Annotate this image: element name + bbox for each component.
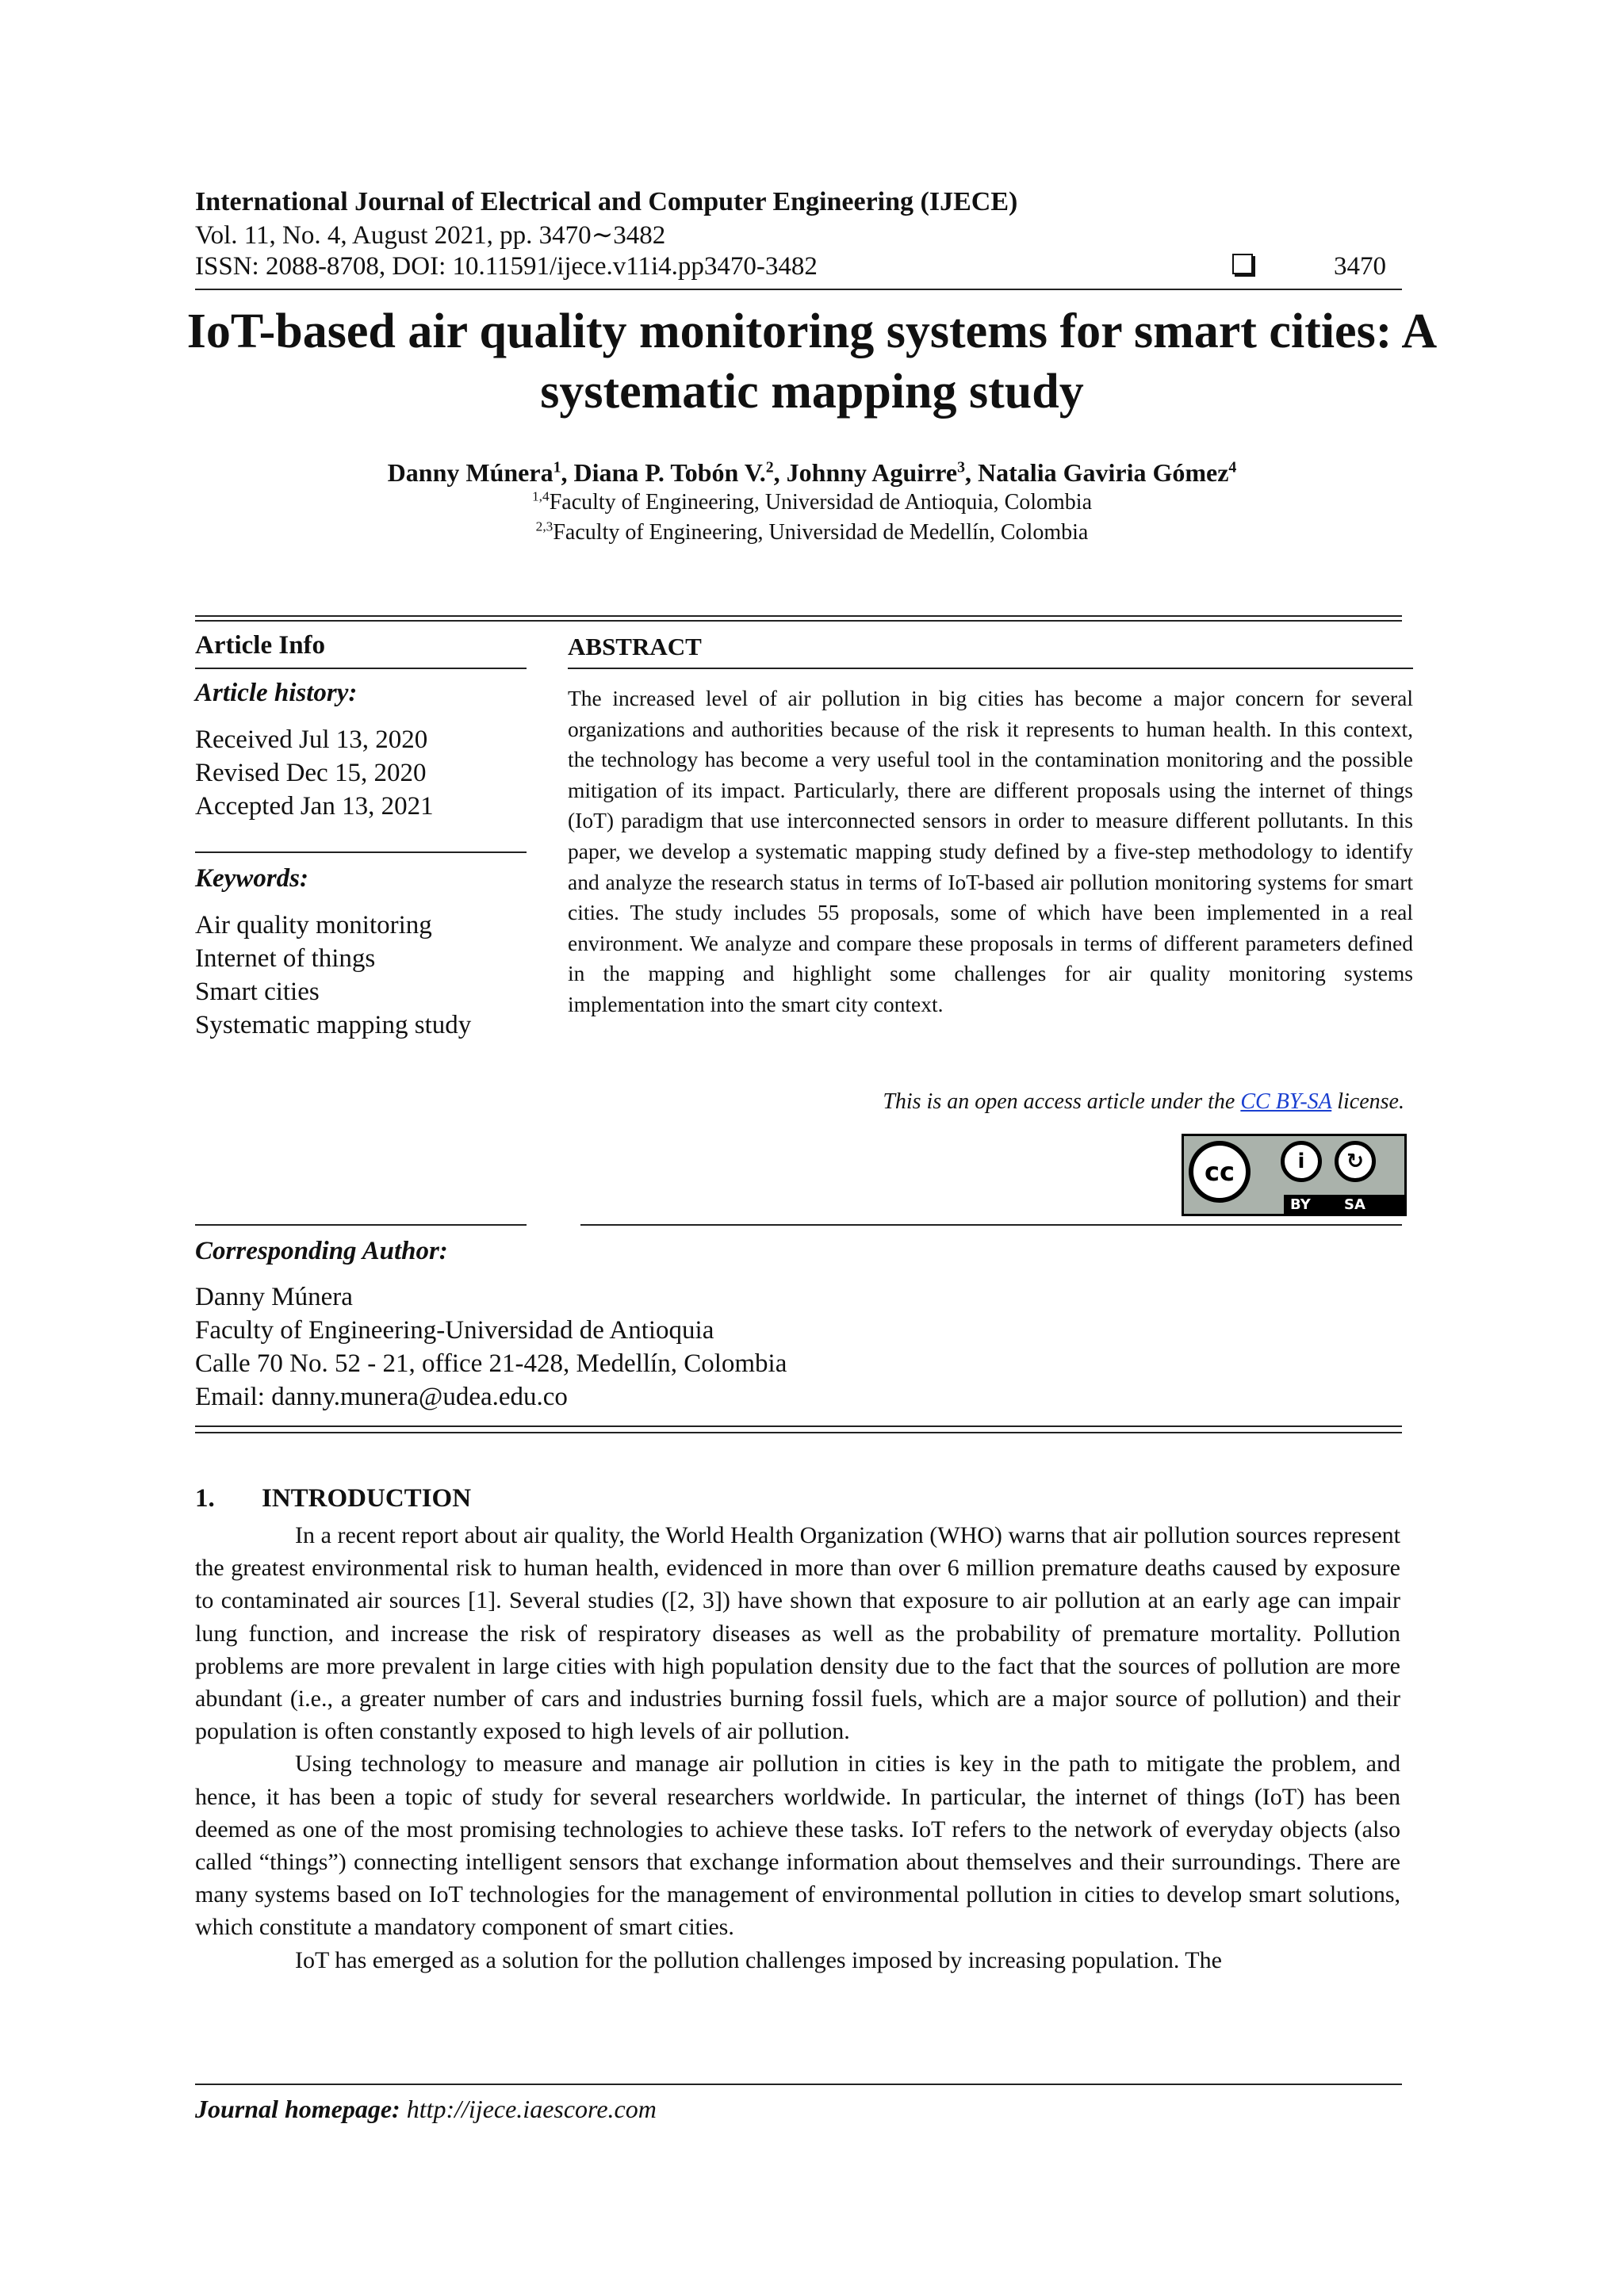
- header-rule: [195, 289, 1402, 290]
- keyword-item: Smart cities: [195, 978, 320, 1006]
- footer-label: Journal homepage:: [195, 2095, 400, 2123]
- affiliation-text: Faculty of Engineering, Universidad de Medellín, Colombia: [553, 520, 1089, 545]
- journal-issn-doi: ISSN: 2088-8708, DOI: 10.11591/ijece.v11i4.pp3470-3482: [195, 252, 818, 281]
- cc-by-sa-badge[interactable]: [1182, 1134, 1407, 1216]
- author-name: Danny Múnera: [387, 458, 553, 487]
- attribution-icon: i: [1281, 1141, 1322, 1182]
- paper-title-line-2: systematic mapping study: [540, 365, 1084, 419]
- intro-paragraph: IoT has emerged as a solution for the pollution challenges imposed by increasing population. The: [295, 1946, 1222, 1973]
- license-line: [568, 1089, 1404, 1115]
- article-info-rule: [195, 668, 527, 669]
- author-sup: 1: [553, 458, 561, 476]
- footer: [195, 2095, 657, 2124]
- keyword-item: Air quality monitoring: [195, 911, 432, 939]
- keyword-item: Systematic mapping study: [195, 1011, 472, 1039]
- corr-rule-right: [580, 1224, 1402, 1226]
- article-info-heading: Article Info: [195, 631, 326, 660]
- corr-faculty: Faculty of Engineering-Universidad de Antioquia: [195, 1316, 714, 1345]
- intro-heading: [195, 1484, 471, 1513]
- affiliation-sup: 2,3: [535, 519, 553, 534]
- footer-url[interactable]: http://ijece.iaescore.com: [406, 2095, 657, 2123]
- affiliation-2: [159, 520, 1465, 545]
- license-prefix: This is an open access article under the: [883, 1089, 1235, 1114]
- footer-rule: [195, 2084, 1402, 2085]
- abstract-rule: [568, 668, 1413, 669]
- share-alike-icon: ↻: [1335, 1141, 1376, 1182]
- affiliation-text: Faculty of Engineering, Universidad de Antioquia, Colombia: [549, 490, 1093, 515]
- section-title: INTRODUCTION: [262, 1484, 472, 1513]
- author-name: Natalia Gaviria Gómez: [978, 458, 1229, 487]
- square-icon: [1232, 254, 1253, 274]
- badge-sa-label: SA: [1344, 1196, 1365, 1213]
- abstract-text: The increased level of air pollution in big cities has become a major concern for several organizations and authorities because of the risk it represents to human health. In this context, the technology has become a very useful tool in the contamination monitoring and the possible mitigation of its impact. Particularly, there are different proposals using the internet of things (IoT) paradigm that use interconnected sensors in order to measure different pollutants. In this paper, we develop a systematic mapping study defined by a five-step methodology to identify and analyze the research status in terms of IoT-based air pollution monitoring systems for smart cities. The study includes 55 proposals, some of which have been implemented in a real environment. We analyze and compare these proposals in terms of different parameters defined in the mapping and highlight some challenges for air quality monitoring systems implementation into the smart city context.: [568, 686, 1413, 1016]
- author-sup: 2: [765, 458, 774, 476]
- intro-paragraph: Using technology to measure and manage air pollution in cities is key in the path to mitigate the problem, and hence, it has been a topic of study for several researchers worldwide. In particular, the internet of things (IoT) has been deemed as one of the most promising technologies to achieve these tasks. IoT refers to the network of everyday objects (also called “things”) connecting intelligent sensors that exchange information about themselves and their surroundings. There are many systems based on IoT technologies for the management of environmental pollution in cities to develop smart solutions, which constitute a mandatory component of smart cities.: [195, 1751, 1400, 1941]
- keywords-list: [195, 909, 471, 1042]
- keyword-item: Internet of things: [195, 944, 376, 973]
- author-name: Johnny Aguirre: [786, 458, 958, 487]
- history-received: Received Jul 13, 2020: [195, 725, 428, 754]
- author-sup: 3: [957, 458, 966, 476]
- article-history-list: [195, 723, 434, 823]
- journal-volume: Vol. 11, No. 4, August 2021, pp. 3470∼3482: [195, 221, 666, 250]
- intro-paragraph: In a recent report about air quality, the World Health Organization (WHO) warns that air pollution sources represent the greatest environmental risk to human health, evidenced in more than over 6 million premature deaths caused by exposure to contaminated air sources [1]. Several studies ([2, 3]) have shown that exposure to air pollution at an early age can impair lung function, and increase the risk of respiratory diseases as well as the probability of premature mortality. Pollution problems are more prevalent in large cities with high population density due to the fact that the sources of pollution are more abundant (i.e., a greater number of cars and industries burning fossil fuels, which are a major source of pollution) and their population is often constantly exposed to high levels of air pollution.: [195, 1522, 1400, 1745]
- affiliation-sup: 1,4: [531, 488, 550, 504]
- corresponding-label: Corresponding Author:: [195, 1237, 448, 1265]
- corr-address: Calle 70 No. 52 - 21, office 21-428, Medellín, Colombia: [195, 1349, 787, 1378]
- page-number: 3470: [1334, 252, 1386, 281]
- journal-name: International Journal of Electrical and Computer Engineering (IJECE): [195, 187, 1018, 216]
- badge-by-label: BY: [1290, 1196, 1311, 1213]
- corr-name: Danny Múnera: [195, 1283, 353, 1311]
- cc-icon: cc: [1189, 1141, 1251, 1203]
- section-number: 1.: [195, 1484, 215, 1513]
- author-name: Diana P. Tobón V.: [573, 458, 766, 487]
- keywords-label: Keywords:: [195, 864, 308, 893]
- author-list: Danny Múnera$^1$, Diana P. Tobón V.$^2$, Johnny Aguirre$^3$, Natalia Gaviria Gómez$^4$: [387, 458, 1237, 487]
- corr-rule-left: [195, 1224, 527, 1226]
- keywords-rule: [195, 851, 527, 853]
- info-bottom-rule: [195, 1425, 1402, 1427]
- article-history-label: Article history:: [195, 679, 358, 707]
- history-revised: Revised Dec 15, 2020: [195, 759, 427, 787]
- license-link[interactable]: CC BY-SA: [1240, 1089, 1332, 1114]
- info-bottom-rule: [195, 1432, 1402, 1433]
- license-suffix: license.: [1337, 1089, 1404, 1114]
- author-sup: 4: [1228, 458, 1237, 476]
- affiliation-1: [159, 490, 1465, 515]
- paper-title-line-1: IoT-based air quality monitoring systems for smart cities: A: [186, 304, 1438, 358]
- intro-body: [195, 1519, 1400, 1976]
- abstract-heading: ABSTRACT: [568, 633, 702, 660]
- history-accepted: Accepted Jan 13, 2021: [195, 792, 434, 821]
- corr-email: Email: danny.munera@udea.edu.co: [195, 1383, 568, 1411]
- paper-title: [159, 301, 1465, 422]
- info-top-rule: [195, 615, 1402, 617]
- info-top-rule: [195, 620, 1402, 622]
